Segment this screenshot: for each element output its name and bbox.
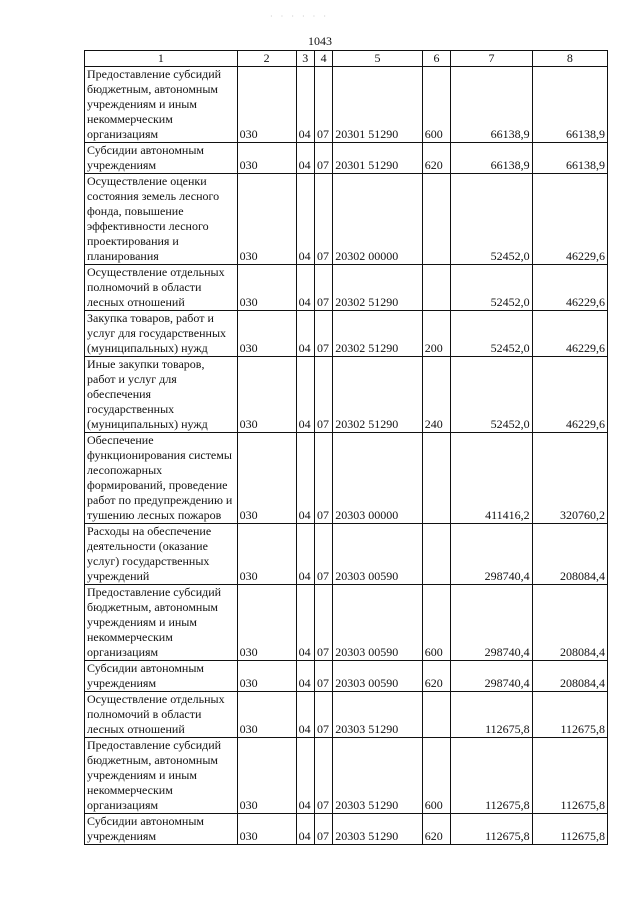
amount-cell: 208084,4	[532, 661, 607, 692]
admin-code-cell: 030	[237, 524, 296, 585]
target-article-cell: 20302 51290	[333, 265, 423, 311]
column-header: 1	[85, 51, 238, 67]
row-name-cell: Осуществление отдельных полномочий в области лесных отношений	[85, 692, 238, 738]
table-row	[85, 67, 608, 143]
amount-cell: 298740,4	[451, 661, 532, 692]
row-name-cell: Осуществление отдельных полномочий в области лесных отношений	[85, 265, 238, 311]
section-cell: 04	[296, 661, 314, 692]
amount-cell: 66138,9	[532, 143, 607, 174]
row-name-cell: Расходы на обеспечение деятельности (оказание услуг) государственных учреждений	[85, 524, 238, 585]
section-cell: 04	[296, 174, 314, 265]
amount-cell: 52452,0	[451, 311, 532, 357]
section-cell: 04	[296, 433, 314, 524]
row-name-cell: Субсидии автономным учреждениям	[85, 661, 238, 692]
target-article-cell: 20302 51290	[333, 357, 423, 433]
amount-cell: 112675,8	[532, 738, 607, 814]
row-name-cell: Закупка товаров, работ и услуг для государственных (муниципальных) нужд	[85, 311, 238, 357]
amount-cell: 66138,9	[451, 143, 532, 174]
expense-type-cell: 620	[422, 814, 450, 845]
row-name-cell: Субсидии автономным учреждениям	[85, 143, 238, 174]
column-header: 4	[314, 51, 332, 67]
section-cell: 04	[296, 524, 314, 585]
row-name-cell: Предоставление субсидий бюджетным, автономным учреждениям и иным некоммерческим организациям	[85, 738, 238, 814]
table-row	[85, 692, 608, 738]
table-row	[85, 738, 608, 814]
amount-cell: 46229,6	[532, 265, 607, 311]
expense-type-cell: 620	[422, 143, 450, 174]
amount-cell: 46229,6	[532, 357, 607, 433]
target-article-cell: 20303 00590	[333, 524, 423, 585]
table-row	[85, 357, 608, 433]
subsection-cell: 07	[314, 692, 332, 738]
amount-cell: 46229,6	[532, 174, 607, 265]
amount-cell: 112675,8	[451, 692, 532, 738]
subsection-cell: 07	[314, 357, 332, 433]
target-article-cell: 20303 51290	[333, 692, 423, 738]
target-article-cell: 20303 00590	[333, 585, 423, 661]
amount-cell: 66138,9	[532, 67, 607, 143]
row-name-cell: Осуществление оценки состояния земель лесного фонда, повышение эффективности лесного проектирования и планирования	[85, 174, 238, 265]
expense-type-cell	[422, 174, 450, 265]
admin-code-cell: 030	[237, 357, 296, 433]
section-cell: 04	[296, 311, 314, 357]
admin-code-cell: 030	[237, 311, 296, 357]
section-cell: 04	[296, 143, 314, 174]
table-row	[85, 174, 608, 265]
row-name-cell: Обеспечение функционирования системы лесопожарных формирований, проведение работ по предупреждению и тушению лесных пожаров	[85, 433, 238, 524]
subsection-cell: 07	[314, 585, 332, 661]
section-cell: 04	[296, 67, 314, 143]
subsection-cell: 07	[314, 524, 332, 585]
column-header: 7	[451, 51, 532, 67]
target-article-cell: 20302 00000	[333, 174, 423, 265]
amount-cell: 112675,8	[451, 814, 532, 845]
subsection-cell: 07	[314, 143, 332, 174]
amount-cell: 112675,8	[451, 738, 532, 814]
expense-type-cell: 600	[422, 738, 450, 814]
admin-code-cell: 030	[237, 738, 296, 814]
admin-code-cell: 030	[237, 814, 296, 845]
row-name-cell: Предоставление субсидий бюджетным, автономным учреждениям и иным некоммерческим организациям	[85, 67, 238, 143]
amount-cell: 411416,2	[451, 433, 532, 524]
target-article-cell: 20301 51290	[333, 143, 423, 174]
column-header: 6	[422, 51, 450, 67]
amount-cell: 52452,0	[451, 174, 532, 265]
admin-code-cell: 030	[237, 143, 296, 174]
subsection-cell: 07	[314, 311, 332, 357]
target-article-cell: 20303 51290	[333, 814, 423, 845]
expense-type-cell: 200	[422, 311, 450, 357]
column-header: 5	[333, 51, 423, 67]
row-name-cell: Предоставление субсидий бюджетным, автономным учреждениям и иным некоммерческим организациям	[85, 585, 238, 661]
amount-cell: 52452,0	[451, 357, 532, 433]
expense-type-cell: 620	[422, 661, 450, 692]
section-cell: 04	[296, 585, 314, 661]
admin-code-cell: 030	[237, 433, 296, 524]
expense-type-cell	[422, 524, 450, 585]
admin-code-cell: 030	[237, 265, 296, 311]
section-cell: 04	[296, 738, 314, 814]
amount-cell: 320760,2	[532, 433, 607, 524]
section-cell: 04	[296, 357, 314, 433]
section-cell: 04	[296, 265, 314, 311]
target-article-cell: 20302 51290	[333, 311, 423, 357]
subsection-cell: 07	[314, 738, 332, 814]
subsection-cell: 07	[314, 661, 332, 692]
target-article-cell: 20303 00000	[333, 433, 423, 524]
amount-cell: 298740,4	[451, 585, 532, 661]
table-row	[85, 814, 608, 845]
expense-type-cell	[422, 433, 450, 524]
expense-type-cell	[422, 692, 450, 738]
scan-artifact: · · · · · ·	[270, 12, 329, 21]
amount-cell: 208084,4	[532, 524, 607, 585]
amount-cell: 112675,8	[532, 814, 607, 845]
amount-cell: 208084,4	[532, 585, 607, 661]
table-row	[85, 661, 608, 692]
table-row	[85, 433, 608, 524]
page-number: 1043	[308, 34, 332, 48]
section-cell: 04	[296, 814, 314, 845]
subsection-cell: 07	[314, 265, 332, 311]
subsection-cell: 07	[314, 433, 332, 524]
header-row	[85, 51, 608, 67]
admin-code-cell: 030	[237, 174, 296, 265]
table-row	[85, 585, 608, 661]
table-row	[85, 524, 608, 585]
amount-cell: 66138,9	[451, 67, 532, 143]
column-header: 8	[532, 51, 607, 67]
table-row	[85, 311, 608, 357]
admin-code-cell: 030	[237, 585, 296, 661]
table-row	[85, 143, 608, 174]
subsection-cell: 07	[314, 814, 332, 845]
expense-type-cell: 600	[422, 585, 450, 661]
section-cell: 04	[296, 692, 314, 738]
budget-table	[84, 50, 608, 845]
column-header: 3	[296, 51, 314, 67]
table-row	[85, 265, 608, 311]
expense-type-cell	[422, 265, 450, 311]
target-article-cell: 20301 51290	[333, 67, 423, 143]
admin-code-cell: 030	[237, 67, 296, 143]
row-name-cell: Иные закупки товаров, работ и услуг для обеспечения государственных (муниципальных) нужд	[85, 357, 238, 433]
amount-cell: 46229,6	[532, 311, 607, 357]
expense-type-cell: 240	[422, 357, 450, 433]
amount-cell: 52452,0	[451, 265, 532, 311]
amount-cell: 298740,4	[451, 524, 532, 585]
amount-cell: 112675,8	[532, 692, 607, 738]
column-header: 2	[237, 51, 296, 67]
admin-code-cell: 030	[237, 661, 296, 692]
expense-type-cell: 600	[422, 67, 450, 143]
subsection-cell: 07	[314, 67, 332, 143]
subsection-cell: 07	[314, 174, 332, 265]
target-article-cell: 20303 51290	[333, 738, 423, 814]
admin-code-cell: 030	[237, 692, 296, 738]
row-name-cell: Субсидии автономным учреждениям	[85, 814, 238, 845]
target-article-cell: 20303 00590	[333, 661, 423, 692]
